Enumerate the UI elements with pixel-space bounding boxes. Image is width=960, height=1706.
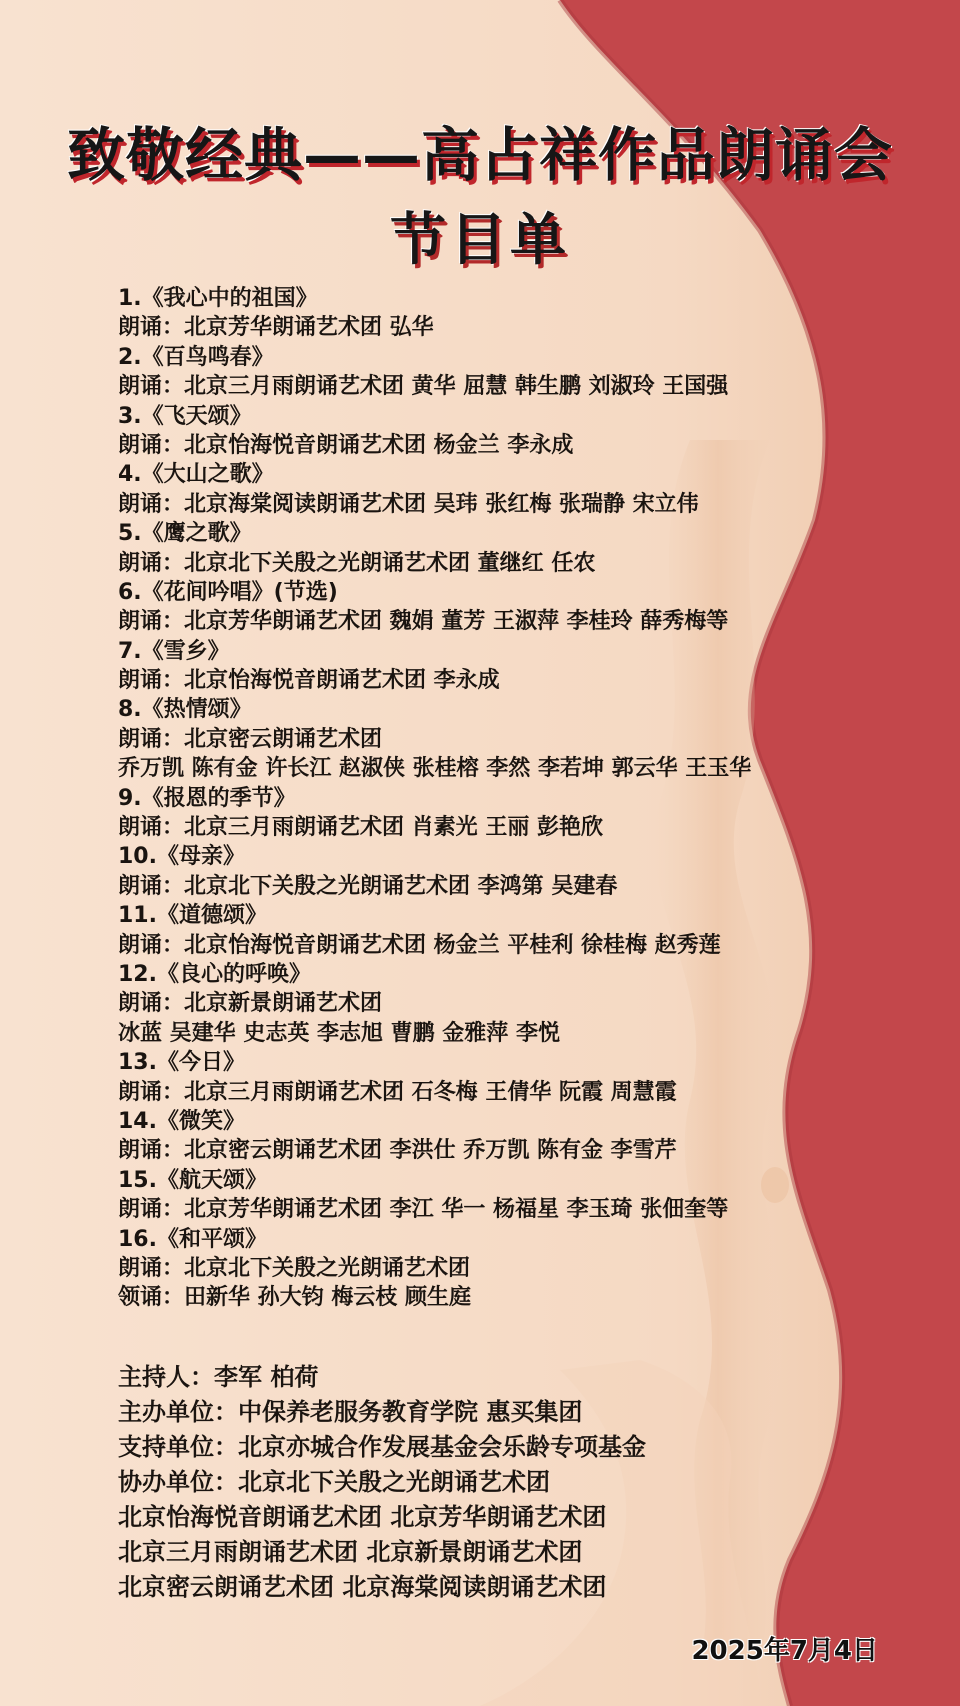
- program-item-performers: 乔万凯 陈有金 许长江 赵淑侠 张桂榕 李然 李若坤 郭云华 王玉华: [118, 756, 752, 782]
- program-item-performers: 朗诵：北京北下关殷之光朗诵艺术团 李鸿第 吴建春: [118, 873, 618, 899]
- organizer-line: 主办单位：中保养老服务教育学院 惠买集团: [118, 1398, 583, 1426]
- program-item-performers: 朗诵：北京怡海悦音朗诵艺术团 杨金兰 平桂利 徐桂梅 赵秀莲: [118, 932, 721, 958]
- program-item-title: 5.《鹰之歌》: [118, 521, 252, 547]
- program-item-title: 10.《母亲》: [118, 844, 245, 870]
- credits-block: [118, 1360, 918, 1605]
- program-item-title: 6.《花间吟唱》(节选): [118, 579, 338, 605]
- program-item-title: 11.《道德颂》: [118, 903, 267, 929]
- program-item-performers: 朗诵：北京芳华朗诵艺术团 李江 华一 杨福星 李玉琦 张佃奎等: [118, 1197, 729, 1223]
- co-organizer-line: 北京三月雨朗诵艺术团 北京新景朗诵艺术团: [118, 1538, 583, 1566]
- co-organizer-line: 北京密云朗诵艺术团 北京海棠阅读朗诵艺术团: [118, 1573, 607, 1601]
- co-organizer-line: 北京怡海悦音朗诵艺术团 北京芳华朗诵艺术团: [118, 1503, 607, 1531]
- supporter-line: 支持单位：北京亦城合作发展基金会乐龄专项基金: [118, 1433, 646, 1461]
- program-item-performers: 朗诵：北京芳华朗诵艺术团 弘华: [118, 315, 434, 341]
- program-item-performers: 朗诵：北京三月雨朗诵艺术团 肖素光 王丽 彭艳欣: [118, 815, 603, 841]
- program-item-title: 8.《热情颂》: [118, 697, 252, 723]
- program-item-performers: 朗诵：北京密云朗诵艺术团 李洪仕 乔万凯 陈有金 李雪芹: [118, 1138, 677, 1164]
- program-item-title: 13.《今日》: [118, 1050, 245, 1076]
- program-item-title: 15.《航天颂》: [118, 1167, 267, 1193]
- program-item-performers: 朗诵：北京怡海悦音朗诵艺术团 李永成: [118, 668, 500, 694]
- program-item-performers: 朗诵：北京北下关殷之光朗诵艺术团: [118, 1255, 471, 1281]
- program-item-title: 9.《报恩的季节》: [118, 785, 296, 811]
- program-item-title: 1.《我心中的祖国》: [118, 286, 318, 311]
- event-date: 2025年7月4日: [691, 1636, 878, 1666]
- program-item-performers: 朗诵：北京北下关殷之光朗诵艺术团 董继红 任农: [118, 550, 596, 576]
- program-item-title: 12.《良心的呼唤》: [118, 961, 311, 987]
- poster-title: 致敬经典——高占祥作品朗诵会: [66, 121, 893, 189]
- program-item-performers: 冰蓝 吴建华 史志英 李志旭 曹鹏 金雅萍 李悦: [118, 1020, 560, 1046]
- host-line: 主持人：李军 柏荷: [118, 1363, 319, 1391]
- program-item-performers: 朗诵：北京密云朗诵艺术团: [118, 726, 383, 752]
- co-organizer-line: 协办单位：北京北下关殷之光朗诵艺术团: [118, 1468, 550, 1496]
- program-list-heading: 节目单: [390, 208, 570, 273]
- program-item-performers: 朗诵：北京芳华朗诵艺术团 魏娟 董芳 王淑萍 李桂玲 薛秀梅等: [118, 609, 729, 635]
- program-item-title: 2.《百鸟鸣春》: [118, 344, 274, 370]
- program-item-performers: 朗诵：北京怡海悦音朗诵艺术团 杨金兰 李永成: [118, 432, 574, 458]
- program-item-title: 7.《雪乡》: [118, 638, 230, 664]
- program-list: [118, 284, 918, 1313]
- program-item-title: 4.《大山之歌》: [118, 462, 274, 488]
- program-item-title: 16.《和平颂》: [118, 1226, 267, 1252]
- program-item-performers: 朗诵：北京三月雨朗诵艺术团 石冬梅 王倩华 阮霞 周慧霞: [118, 1079, 677, 1105]
- program-item-performers: 朗诵：北京新景朗诵艺术团: [118, 991, 383, 1017]
- program-item-title: 3.《飞天颂》: [118, 403, 252, 429]
- program-item-performers: 领诵：田新华 孙大钧 梅云枝 顾生庭: [118, 1285, 471, 1311]
- program-item-title: 14.《微笑》: [118, 1108, 245, 1134]
- program-item-performers: 朗诵：北京海棠阅读朗诵艺术团 吴玮 张红梅 张瑞静 宋立伟: [118, 491, 699, 517]
- program-item-performers: 朗诵：北京三月雨朗诵艺术团 黄华 屈慧 韩生鹏 刘淑玲 王国强: [118, 374, 729, 400]
